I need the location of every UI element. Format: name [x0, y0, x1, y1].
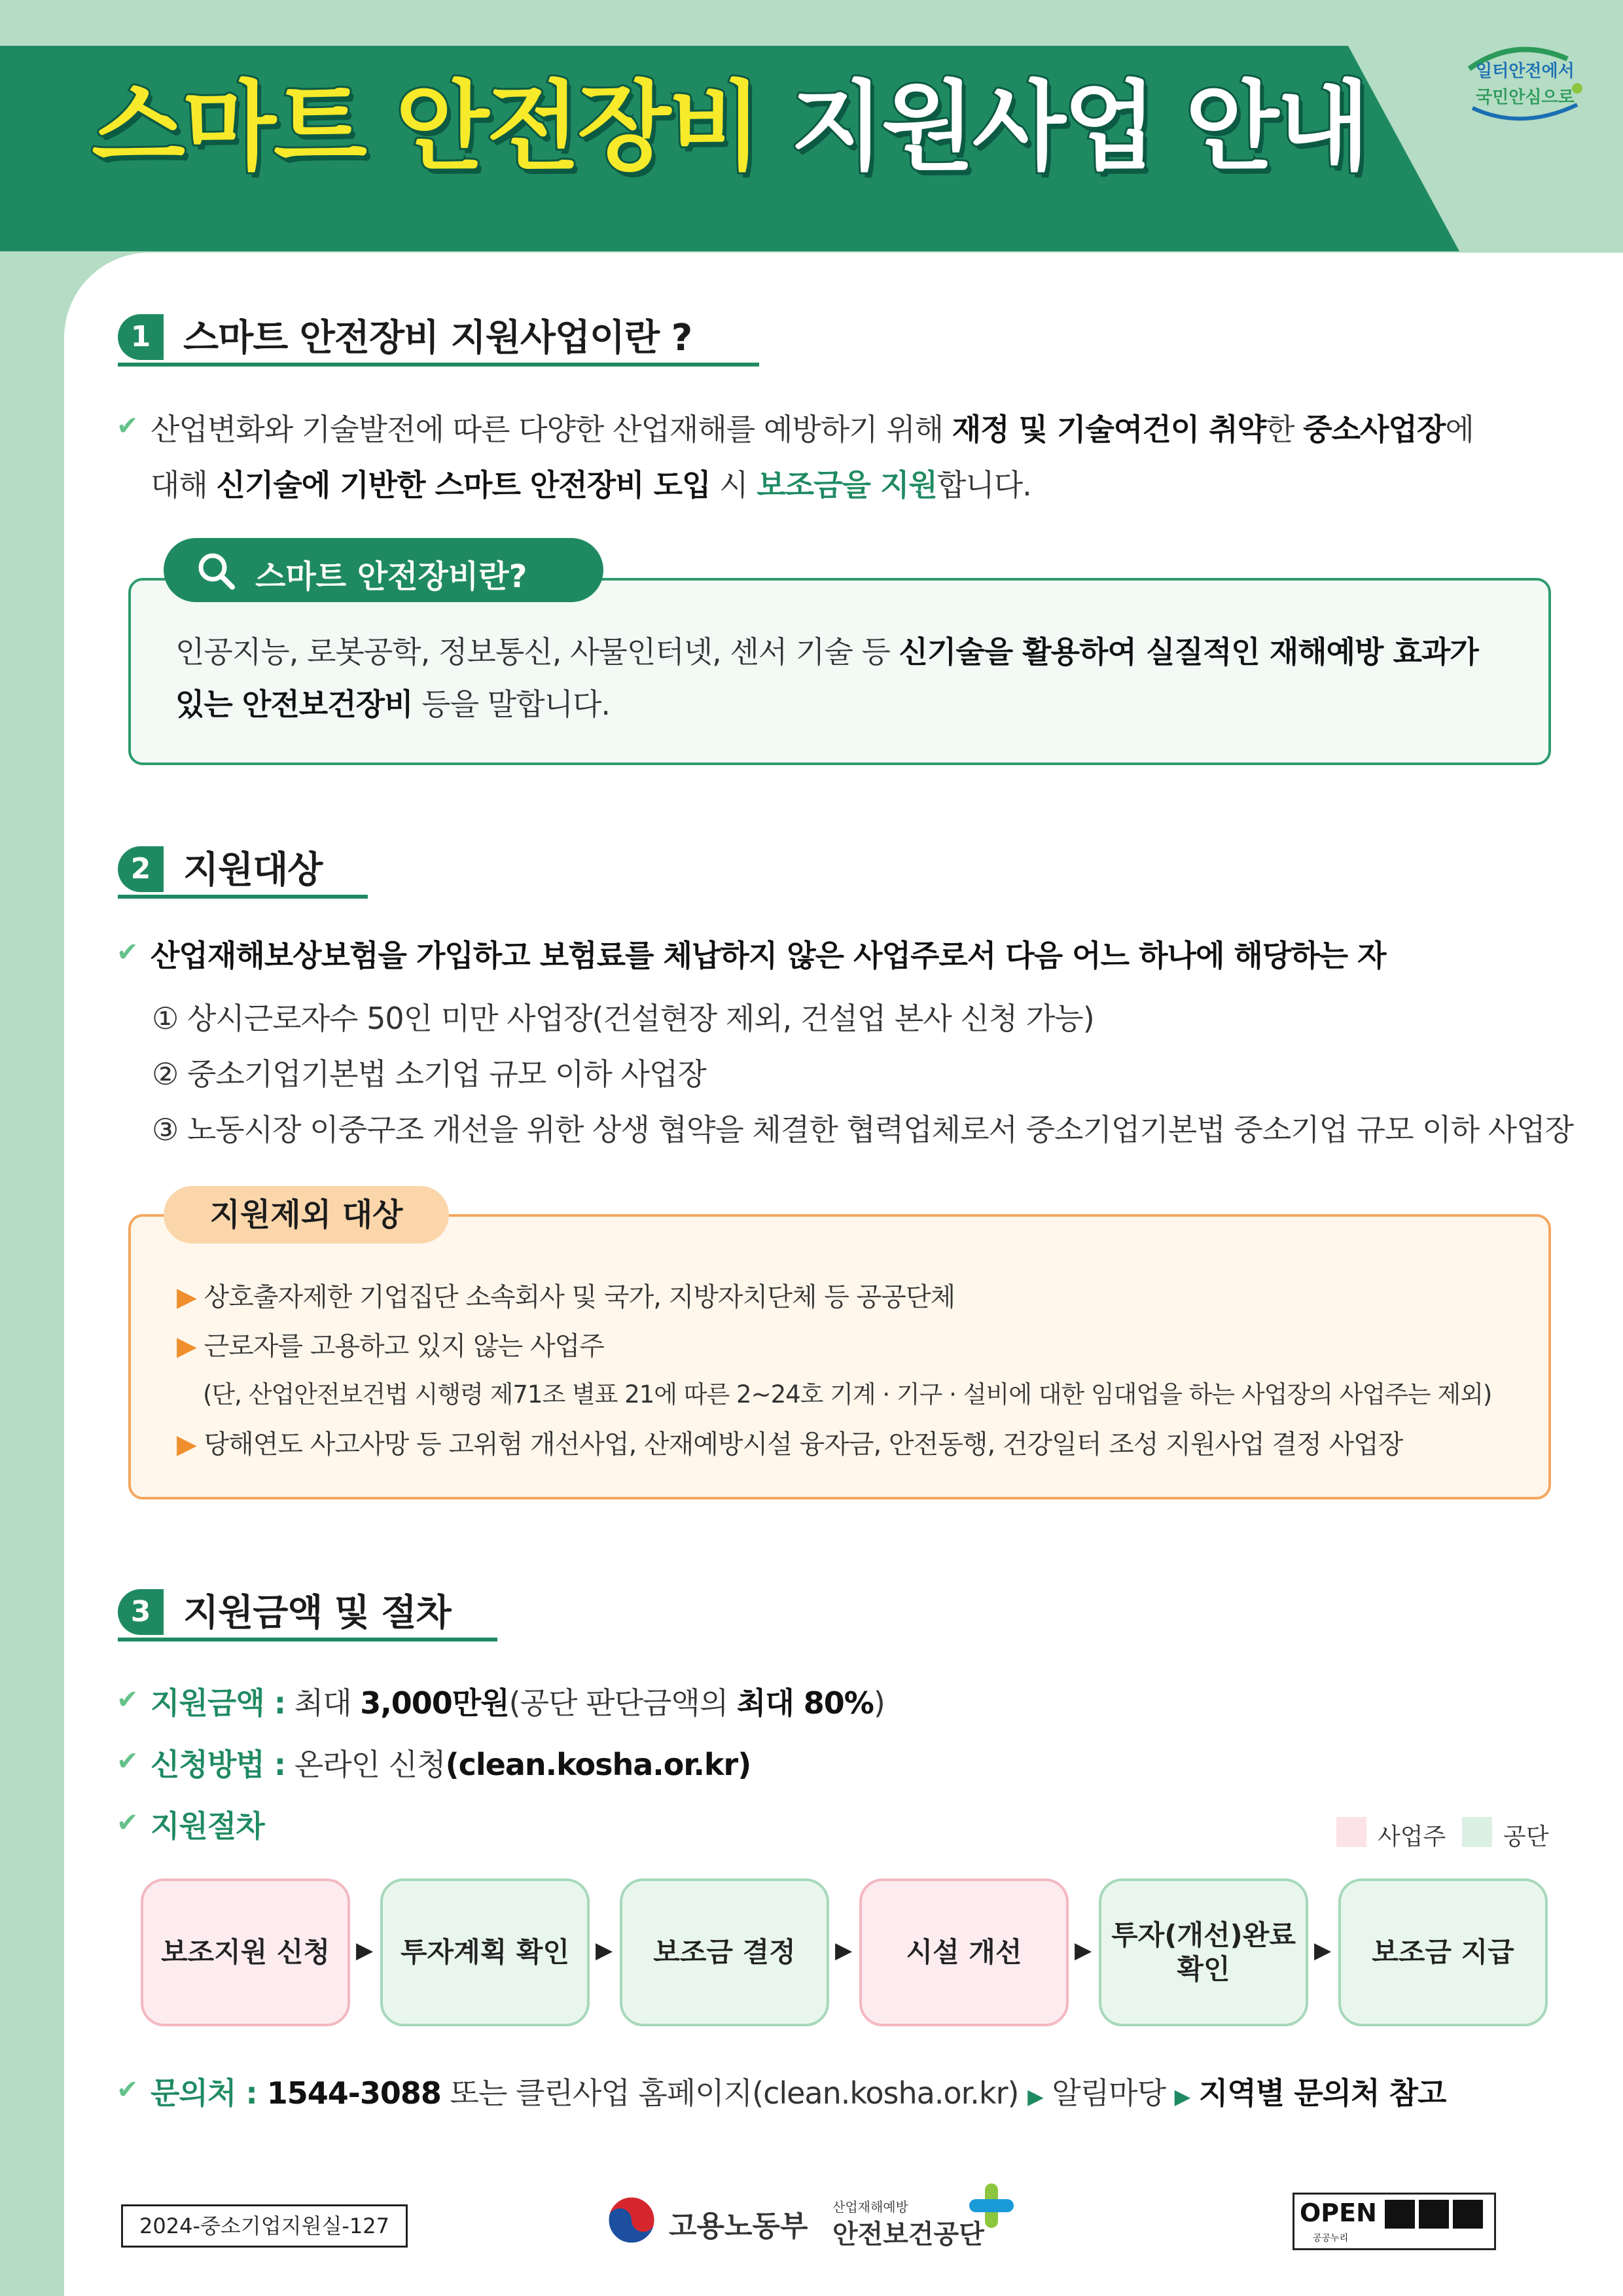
slogan-line2: 국민안심으로	[1476, 88, 1575, 107]
exclusion-title: 지원제외 대상	[164, 1186, 449, 1244]
title-highlight: 스마트 안전장비	[92, 71, 760, 183]
legend-agency: 공단	[1503, 1823, 1549, 1850]
section2-heading	[118, 840, 368, 899]
process-label: 지원절차	[151, 1808, 264, 1844]
section3-number: 3	[118, 1589, 164, 1635]
definition-line1: 인공지능, 로봇공학, 정보통신, 사물인터넷, 센서 기술 등 신기술을 활용하여 실질적인 재해예방 효과가	[175, 634, 1478, 670]
step-arrow-icon: ▶	[1075, 1937, 1092, 1964]
section1-number: 1	[118, 314, 164, 360]
legend-agency-swatch	[1462, 1817, 1492, 1847]
triangle-bullet-icon: ▶	[177, 1331, 196, 1361]
definition-line2: 있는 안전보건장비 등을 말합니다.	[175, 687, 610, 722]
section1-underline	[118, 363, 759, 367]
license-noncommercial-icon	[1419, 2200, 1449, 2229]
support-amount: 지원금액 : 최대 3,000만원(공단 판단금액의 최대 80%)	[151, 1685, 885, 1721]
open-sublabel: 공공누리	[1313, 2233, 1349, 2244]
target-item-3: ③ 노동시장 이중구조 개선을 위한 상생 협약을 체결한 협력업체로서 중소기업기본법 중소기업 규모 이하 사업장	[152, 1112, 1573, 1147]
check-icon: ✔	[116, 1746, 139, 1776]
section1-body-line1: 산업변화와 기술발전에 따른 다양한 산업재해를 예방하기 위해 재정 및 기술여건이 취약한 중소사업장에	[151, 412, 1474, 447]
ministry-emblem-icon	[605, 2194, 658, 2246]
legend-employer: 사업주	[1378, 1823, 1446, 1850]
definition-pill	[164, 538, 603, 602]
check-icon: ✔	[116, 2075, 139, 2105]
check-icon: ✔	[116, 1685, 139, 1715]
agency-name: 안전보건공단	[832, 2219, 984, 2250]
title-rest: 지원사업 안내	[790, 71, 1368, 183]
section2-lead: 산업재해보상보험을 가입하고 보험료를 체납하지 않은 사업주로서 다음 어느 하나에 해당하는 자	[151, 938, 1386, 973]
slogan-line1: 일터안전에서	[1476, 62, 1575, 81]
contact-info: 문의처 : 1544-3088 또는 클린사업 홈페이지(clean.kosha.or.kr) ▶ 알림마당 ▶ 지역별 문의처 참고	[151, 2075, 1446, 2111]
small-arrow-icon: ▶	[1174, 2084, 1190, 2109]
exclusion-item-3: ▶ 당해연도 사고사망 등 고위험 개선사업, 산재예방시설 융자금, 안전동행, 건강일터 조성 지원사업 결정 사업장	[177, 1429, 1403, 1460]
triangle-bullet-icon: ▶	[177, 1282, 196, 1312]
small-arrow-icon: ▶	[1027, 2084, 1043, 2109]
section2-underline	[118, 895, 368, 899]
section3-title: 지원금액 및 절차	[183, 1592, 451, 1634]
target-item-2: ② 중소기업기본법 소기업 규모 이하 사업장	[152, 1056, 706, 1092]
section3-heading	[118, 1583, 497, 1641]
agency-subtitle: 산업재해예방	[832, 2199, 908, 2215]
search-icon	[196, 551, 236, 590]
step-arrow-icon: ▶	[835, 1937, 853, 1964]
section2-title: 지원대상	[183, 849, 323, 891]
definition-title: 스마트 안전장비란?	[255, 558, 527, 595]
legend-employer-swatch	[1336, 1817, 1366, 1847]
target-item-1: ① 상시근로자수 50인 미만 사업장(건설현장 제외, 건설업 본사 신청 가능)	[152, 1001, 1094, 1036]
section1-heading	[118, 308, 759, 367]
section3-underline	[118, 1638, 497, 1641]
exclusion-item-1: ▶ 상호출자제한 기업집단 소속회사 및 국가, 지방자치단체 등 공공단체	[177, 1282, 955, 1312]
check-icon: ✔	[116, 937, 139, 967]
step-5: 투자(개선)완료 확인	[1099, 1878, 1308, 2026]
license-attribution-icon	[1385, 2200, 1415, 2229]
step-2: 투자계획 확인	[380, 1878, 590, 2026]
step-1: 보조지원 신청	[141, 1878, 350, 2026]
ministry-name: 고용노동부	[669, 2210, 808, 2243]
exclusion-note: (단, 산업안전보건법 시행령 제71조 별표 21에 따른 2~24호 기계 · 기구 · 설비에 대한 임대업을 하는 사업장의 사업주는 제외)	[203, 1380, 1492, 1408]
slogan-swoosh-icon	[1456, 39, 1587, 124]
definition-box	[128, 578, 1551, 765]
agency-cross-icon	[965, 2179, 1018, 2232]
section2-number: 2	[118, 846, 164, 892]
application-method: 신청방법 : 온라인 신청(clean.kosha.or.kr)	[151, 1747, 751, 1782]
step-4: 시설 개선	[859, 1878, 1069, 2026]
step-3: 보조금 결정	[620, 1878, 829, 2026]
step-6: 보조금 지급	[1338, 1878, 1548, 2026]
check-icon: ✔	[116, 1808, 139, 1838]
step-arrow-icon: ▶	[1314, 1937, 1332, 1964]
section1-title: 스마트 안전장비 지원사업이란 ?	[183, 317, 692, 359]
header-banner	[0, 0, 1623, 275]
step-arrow-icon: ▶	[596, 1937, 613, 1964]
triangle-bullet-icon: ▶	[177, 1429, 196, 1460]
step-arrow-icon: ▶	[356, 1937, 374, 1964]
open-license-badge	[1293, 2193, 1496, 2250]
document-id: 2024-중소기업지원실-127	[121, 2204, 408, 2248]
section1-body-line2: 대해 신기술에 기반한 스마트 안전장비 도입 시 보조금을 지원합니다.	[151, 467, 1031, 503]
slogan-logo	[1456, 39, 1587, 124]
open-label: OPEN	[1300, 2198, 1377, 2227]
page-title	[92, 71, 1368, 183]
check-icon: ✔	[116, 411, 139, 441]
exclusion-item-2: ▶ 근로자를 고용하고 있지 않는 사업주	[177, 1331, 604, 1361]
license-noderivs-icon	[1453, 2200, 1483, 2229]
